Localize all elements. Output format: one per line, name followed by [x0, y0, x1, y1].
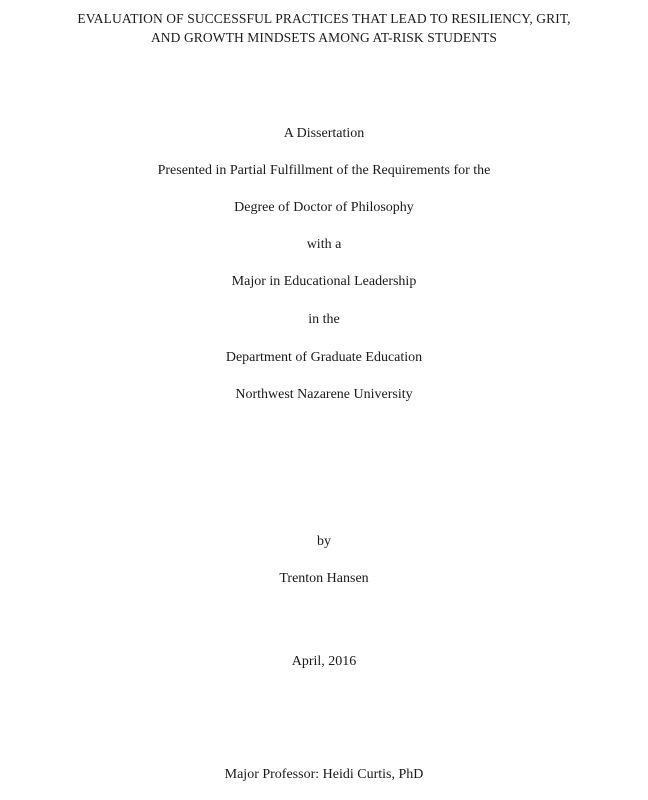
major-line: Major in Educational Leadership — [231, 274, 417, 289]
by-line: by — [317, 534, 331, 549]
author-name: Trenton Hansen — [279, 571, 369, 586]
department-line: Department of Graduate Education — [225, 350, 423, 365]
title-line-1: EVALUATION OF SUCCESSFUL PRACTICES THAT LEAD TO RESILIENCY, GRIT, — [77, 11, 571, 26]
university-line: Northwest Nazarene University — [235, 387, 413, 402]
title-line-2: AND GROWTH MINDSETS AMONG AT-RISK STUDENTS — [150, 30, 498, 45]
major-professor-line: Major Professor: Heidi Curtis, PhD — [224, 767, 424, 782]
date-line: April, 2016 — [291, 654, 357, 669]
with-a-line: with a — [306, 237, 342, 252]
dissertation-title — [0, 9, 648, 47]
in-the-line: in the — [308, 312, 340, 327]
document-type: A Dissertation — [283, 126, 365, 141]
degree-line: Degree of Doctor of Philosophy — [234, 200, 414, 215]
presented-statement: Presented in Partial Fulfillment of the Requirements for the — [157, 163, 491, 178]
